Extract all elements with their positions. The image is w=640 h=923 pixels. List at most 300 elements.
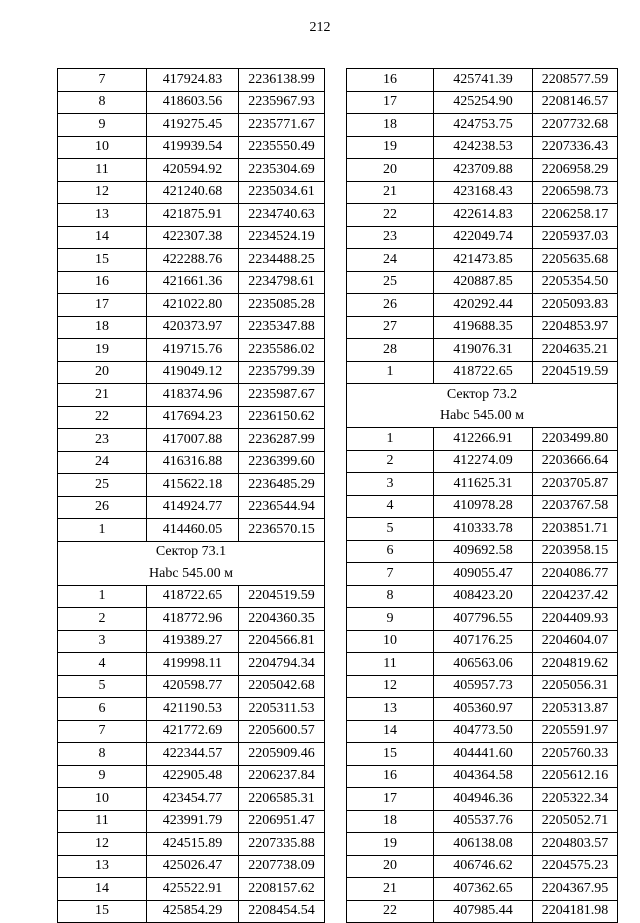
y-coordinate: 2205591.97 (533, 720, 618, 743)
x-coordinate: 419389.27 (147, 630, 239, 653)
point-number: 1 (58, 519, 147, 542)
point-number: 20 (347, 855, 434, 878)
x-coordinate: 405360.97 (434, 698, 533, 721)
y-coordinate: 2235085.28 (239, 294, 325, 317)
x-coordinate: 412274.09 (434, 450, 533, 473)
table-row (347, 855, 618, 878)
x-coordinate: 420598.77 (147, 675, 239, 698)
table-row (347, 495, 618, 518)
y-coordinate: 2206958.29 (533, 159, 618, 182)
y-coordinate: 2205093.83 (533, 294, 618, 317)
y-coordinate: 2205322.34 (533, 788, 618, 811)
point-number: 23 (58, 429, 147, 452)
y-coordinate: 2204367.95 (533, 878, 618, 901)
y-coordinate: 2208157.62 (239, 878, 325, 901)
point-number: 18 (347, 810, 434, 833)
y-coordinate: 2236399.60 (239, 451, 325, 474)
point-number: 15 (347, 743, 434, 766)
point-number: 7 (347, 563, 434, 586)
table-row (58, 675, 325, 698)
table-row (347, 608, 618, 631)
x-coordinate: 410978.28 (434, 495, 533, 518)
x-coordinate: 418603.56 (147, 91, 239, 114)
y-coordinate: 2207336.43 (533, 136, 618, 159)
x-coordinate: 418722.65 (434, 361, 533, 384)
table-row (58, 608, 325, 631)
x-coordinate: 423454.77 (147, 788, 239, 811)
point-number: 11 (347, 653, 434, 676)
table-row (58, 474, 325, 497)
x-coordinate: 419715.76 (147, 339, 239, 362)
table-row (58, 765, 325, 788)
left-coordinates-table (57, 68, 325, 923)
x-coordinate: 423709.88 (434, 159, 533, 182)
table-row (347, 585, 618, 608)
sector-height-row (58, 563, 325, 585)
x-coordinate: 421190.53 (147, 698, 239, 721)
sector-height: Нabc 545.00 м (58, 563, 325, 585)
x-coordinate: 423168.43 (434, 181, 533, 204)
y-coordinate: 2205760.33 (533, 743, 618, 766)
point-number: 10 (58, 136, 147, 159)
x-coordinate: 418374.96 (147, 384, 239, 407)
x-coordinate: 418722.65 (147, 585, 239, 608)
x-coordinate: 424753.75 (434, 114, 533, 137)
y-coordinate: 2204237.42 (533, 585, 618, 608)
x-coordinate: 404946.36 (434, 788, 533, 811)
table-row (347, 428, 618, 451)
point-number: 4 (58, 653, 147, 676)
table-row (58, 810, 325, 833)
x-coordinate: 417694.23 (147, 406, 239, 429)
point-number: 6 (58, 698, 147, 721)
table-row (347, 833, 618, 856)
y-coordinate: 2206258.17 (533, 204, 618, 227)
y-coordinate: 2204803.57 (533, 833, 618, 856)
table-row (347, 540, 618, 563)
x-coordinate: 407985.44 (434, 900, 533, 923)
table-row (58, 519, 325, 542)
table-row (58, 743, 325, 766)
table-row (347, 765, 618, 788)
point-number: 17 (347, 788, 434, 811)
x-coordinate: 406563.06 (434, 653, 533, 676)
x-coordinate: 407176.25 (434, 630, 533, 653)
point-number: 27 (347, 316, 434, 339)
point-number: 6 (347, 540, 434, 563)
point-number: 15 (58, 249, 147, 272)
point-number: 8 (58, 91, 147, 114)
y-coordinate: 2235967.93 (239, 91, 325, 114)
x-coordinate: 419688.35 (434, 316, 533, 339)
table-row (347, 698, 618, 721)
table-row (58, 249, 325, 272)
point-number: 17 (347, 91, 434, 114)
point-number: 14 (58, 878, 147, 901)
table-row (58, 451, 325, 474)
sector-title-row (58, 541, 325, 563)
point-number: 9 (58, 114, 147, 137)
point-number: 26 (347, 294, 434, 317)
point-number: 12 (58, 181, 147, 204)
point-number: 9 (347, 608, 434, 631)
y-coordinate: 2206951.47 (239, 810, 325, 833)
table-row (58, 316, 325, 339)
table-row (347, 810, 618, 833)
y-coordinate: 2203666.64 (533, 450, 618, 473)
y-coordinate: 2205056.31 (533, 675, 618, 698)
point-number: 19 (347, 136, 434, 159)
y-coordinate: 2204853.97 (533, 316, 618, 339)
table-row (347, 114, 618, 137)
x-coordinate: 418772.96 (147, 608, 239, 631)
y-coordinate: 2236544.94 (239, 496, 325, 519)
table-row (58, 698, 325, 721)
y-coordinate: 2205354.50 (533, 271, 618, 294)
y-coordinate: 2205313.87 (533, 698, 618, 721)
table-row (58, 159, 325, 182)
y-coordinate: 2204086.77 (533, 563, 618, 586)
point-number: 23 (347, 226, 434, 249)
y-coordinate: 2203851.71 (533, 518, 618, 541)
point-number: 1 (347, 428, 434, 451)
x-coordinate: 419076.31 (434, 339, 533, 362)
y-coordinate: 2235304.69 (239, 159, 325, 182)
x-coordinate: 421875.91 (147, 204, 239, 227)
y-coordinate: 2204519.59 (239, 585, 325, 608)
point-number: 7 (58, 720, 147, 743)
table-row (58, 630, 325, 653)
y-coordinate: 2208454.54 (239, 900, 325, 923)
table-row (58, 878, 325, 901)
table-row (58, 406, 325, 429)
y-coordinate: 2204604.07 (533, 630, 618, 653)
y-coordinate: 2236287.99 (239, 429, 325, 452)
x-coordinate: 419939.54 (147, 136, 239, 159)
right-table-body (347, 69, 618, 923)
y-coordinate: 2205909.46 (239, 743, 325, 766)
y-coordinate: 2205042.68 (239, 675, 325, 698)
table-row (58, 69, 325, 92)
point-number: 21 (58, 384, 147, 407)
point-number: 1 (58, 585, 147, 608)
x-coordinate: 419998.11 (147, 653, 239, 676)
y-coordinate: 2234740.63 (239, 204, 325, 227)
y-coordinate: 2206237.84 (239, 765, 325, 788)
point-number: 1 (347, 361, 434, 384)
point-number: 21 (347, 878, 434, 901)
table-row (347, 450, 618, 473)
table-row (58, 720, 325, 743)
point-number: 26 (58, 496, 147, 519)
x-coordinate: 420887.85 (434, 271, 533, 294)
x-coordinate: 421661.36 (147, 271, 239, 294)
x-coordinate: 408423.20 (434, 585, 533, 608)
y-coordinate: 2207335.88 (239, 833, 325, 856)
x-coordinate: 420373.97 (147, 316, 239, 339)
y-coordinate: 2235034.61 (239, 181, 325, 204)
point-number: 25 (58, 474, 147, 497)
table-row (347, 563, 618, 586)
table-row (58, 181, 325, 204)
y-coordinate: 2207738.09 (239, 855, 325, 878)
point-number: 14 (58, 226, 147, 249)
table-row (58, 204, 325, 227)
point-number: 13 (347, 698, 434, 721)
point-number: 8 (347, 585, 434, 608)
point-number: 22 (58, 406, 147, 429)
x-coordinate: 425522.91 (147, 878, 239, 901)
sector-height-row (347, 406, 618, 428)
point-number: 15 (58, 900, 147, 923)
y-coordinate: 2204819.62 (533, 653, 618, 676)
x-coordinate: 406746.62 (434, 855, 533, 878)
point-number: 12 (347, 675, 434, 698)
x-coordinate: 421022.80 (147, 294, 239, 317)
y-coordinate: 2208577.59 (533, 69, 618, 92)
x-coordinate: 425741.39 (434, 69, 533, 92)
y-coordinate: 2234798.61 (239, 271, 325, 294)
table-row (58, 833, 325, 856)
point-number: 10 (58, 788, 147, 811)
point-number: 24 (58, 451, 147, 474)
x-coordinate: 411625.31 (434, 473, 533, 496)
x-coordinate: 421240.68 (147, 181, 239, 204)
table-row (58, 855, 325, 878)
point-number: 2 (347, 450, 434, 473)
table-row (58, 339, 325, 362)
y-coordinate: 2205311.53 (239, 698, 325, 721)
x-coordinate: 425254.90 (434, 91, 533, 114)
point-number: 9 (58, 765, 147, 788)
x-coordinate: 405957.73 (434, 675, 533, 698)
point-number: 18 (58, 316, 147, 339)
table-row (347, 136, 618, 159)
y-coordinate: 2205600.57 (239, 720, 325, 743)
x-coordinate: 424515.89 (147, 833, 239, 856)
x-coordinate: 406138.08 (434, 833, 533, 856)
point-number: 8 (58, 743, 147, 766)
x-coordinate: 416316.88 (147, 451, 239, 474)
point-number: 7 (58, 69, 147, 92)
x-coordinate: 421473.85 (434, 249, 533, 272)
table-row (347, 518, 618, 541)
point-number: 13 (58, 204, 147, 227)
point-number: 4 (347, 495, 434, 518)
y-coordinate: 2203499.80 (533, 428, 618, 451)
y-coordinate: 2235550.49 (239, 136, 325, 159)
table-row (58, 136, 325, 159)
point-number: 28 (347, 339, 434, 362)
table-row (347, 159, 618, 182)
y-coordinate: 2205635.68 (533, 249, 618, 272)
y-coordinate: 2236138.99 (239, 69, 325, 92)
point-number: 14 (347, 720, 434, 743)
table-row (58, 429, 325, 452)
point-number: 18 (347, 114, 434, 137)
point-number: 3 (347, 473, 434, 496)
x-coordinate: 417007.88 (147, 429, 239, 452)
y-coordinate: 2234524.19 (239, 226, 325, 249)
left-table-body (58, 69, 325, 923)
y-coordinate: 2205052.71 (533, 810, 618, 833)
table-row (58, 496, 325, 519)
right-coordinates-table (346, 68, 618, 923)
x-coordinate: 420292.44 (434, 294, 533, 317)
table-row (58, 361, 325, 384)
point-number: 11 (58, 159, 147, 182)
table-row (347, 720, 618, 743)
table-row (58, 91, 325, 114)
table-row (347, 878, 618, 901)
x-coordinate: 423991.79 (147, 810, 239, 833)
x-coordinate: 424238.53 (434, 136, 533, 159)
table-row (347, 91, 618, 114)
point-number: 10 (347, 630, 434, 653)
y-coordinate: 2205612.16 (533, 765, 618, 788)
y-coordinate: 2204519.59 (533, 361, 618, 384)
point-number: 5 (58, 675, 147, 698)
point-number: 16 (58, 271, 147, 294)
table-row (58, 788, 325, 811)
x-coordinate: 421772.69 (147, 720, 239, 743)
table-row (58, 900, 325, 923)
point-number: 16 (347, 765, 434, 788)
x-coordinate: 404441.60 (434, 743, 533, 766)
point-number: 25 (347, 271, 434, 294)
table-row (347, 653, 618, 676)
table-row (347, 181, 618, 204)
table-row (58, 114, 325, 137)
x-coordinate: 407362.65 (434, 878, 533, 901)
x-coordinate: 405537.76 (434, 810, 533, 833)
x-coordinate: 422905.48 (147, 765, 239, 788)
table-row (58, 226, 325, 249)
table-row (347, 900, 618, 923)
table-row (347, 316, 618, 339)
y-coordinate: 2203958.15 (533, 540, 618, 563)
table-row (347, 788, 618, 811)
table-row (347, 630, 618, 653)
x-coordinate: 415622.18 (147, 474, 239, 497)
table-row (58, 271, 325, 294)
point-number: 20 (58, 361, 147, 384)
x-coordinate: 410333.78 (434, 518, 533, 541)
table-row (347, 204, 618, 227)
y-coordinate: 2236570.15 (239, 519, 325, 542)
table-row (347, 339, 618, 362)
y-coordinate: 2203705.87 (533, 473, 618, 496)
y-coordinate: 2203767.58 (533, 495, 618, 518)
y-coordinate: 2206598.73 (533, 181, 618, 204)
table-row (347, 675, 618, 698)
y-coordinate: 2204409.93 (533, 608, 618, 631)
y-coordinate: 2204566.81 (239, 630, 325, 653)
x-coordinate: 425026.47 (147, 855, 239, 878)
table-row (58, 384, 325, 407)
point-number: 13 (58, 855, 147, 878)
table-row (58, 585, 325, 608)
y-coordinate: 2205937.03 (533, 226, 618, 249)
y-coordinate: 2208146.57 (533, 91, 618, 114)
table-row (347, 69, 618, 92)
y-coordinate: 2235347.88 (239, 316, 325, 339)
x-coordinate: 409692.58 (434, 540, 533, 563)
y-coordinate: 2236485.29 (239, 474, 325, 497)
point-number: 19 (347, 833, 434, 856)
point-number: 11 (58, 810, 147, 833)
x-coordinate: 414460.05 (147, 519, 239, 542)
point-number: 22 (347, 900, 434, 923)
table-row (347, 226, 618, 249)
x-coordinate: 422614.83 (434, 204, 533, 227)
x-coordinate: 414924.77 (147, 496, 239, 519)
y-coordinate: 2204575.23 (533, 855, 618, 878)
point-number: 5 (347, 518, 434, 541)
y-coordinate: 2207732.68 (533, 114, 618, 137)
y-coordinate: 2236150.62 (239, 406, 325, 429)
y-coordinate: 2206585.31 (239, 788, 325, 811)
table-row (58, 653, 325, 676)
y-coordinate: 2204794.34 (239, 653, 325, 676)
table-row (347, 294, 618, 317)
y-coordinate: 2204181.98 (533, 900, 618, 923)
x-coordinate: 422344.57 (147, 743, 239, 766)
y-coordinate: 2204635.21 (533, 339, 618, 362)
sector-title: Сектор 73.2 (347, 384, 618, 406)
sector-height: Нabc 545.00 м (347, 406, 618, 428)
point-number: 19 (58, 339, 147, 362)
x-coordinate: 409055.47 (434, 563, 533, 586)
point-number: 21 (347, 181, 434, 204)
y-coordinate: 2235987.67 (239, 384, 325, 407)
point-number: 12 (58, 833, 147, 856)
point-number: 16 (347, 69, 434, 92)
x-coordinate: 404364.58 (434, 765, 533, 788)
x-coordinate: 420594.92 (147, 159, 239, 182)
y-coordinate: 2235799.39 (239, 361, 325, 384)
x-coordinate: 419275.45 (147, 114, 239, 137)
sector-title: Сектор 73.1 (58, 541, 325, 563)
table-row (347, 473, 618, 496)
point-number: 24 (347, 249, 434, 272)
sector-title-row (347, 384, 618, 406)
x-coordinate: 407796.55 (434, 608, 533, 631)
x-coordinate: 422307.38 (147, 226, 239, 249)
x-coordinate: 404773.50 (434, 720, 533, 743)
table-row (58, 294, 325, 317)
table-row (347, 743, 618, 766)
y-coordinate: 2235586.02 (239, 339, 325, 362)
y-coordinate: 2234488.25 (239, 249, 325, 272)
x-coordinate: 425854.29 (147, 900, 239, 923)
x-coordinate: 412266.91 (434, 428, 533, 451)
table-row (347, 361, 618, 384)
y-coordinate: 2204360.35 (239, 608, 325, 631)
x-coordinate: 422288.76 (147, 249, 239, 272)
x-coordinate: 419049.12 (147, 361, 239, 384)
x-coordinate: 417924.83 (147, 69, 239, 92)
point-number: 3 (58, 630, 147, 653)
y-coordinate: 2235771.67 (239, 114, 325, 137)
point-number: 20 (347, 159, 434, 182)
x-coordinate: 422049.74 (434, 226, 533, 249)
table-row (347, 249, 618, 272)
table-row (347, 271, 618, 294)
point-number: 2 (58, 608, 147, 631)
point-number: 17 (58, 294, 147, 317)
point-number: 22 (347, 204, 434, 227)
